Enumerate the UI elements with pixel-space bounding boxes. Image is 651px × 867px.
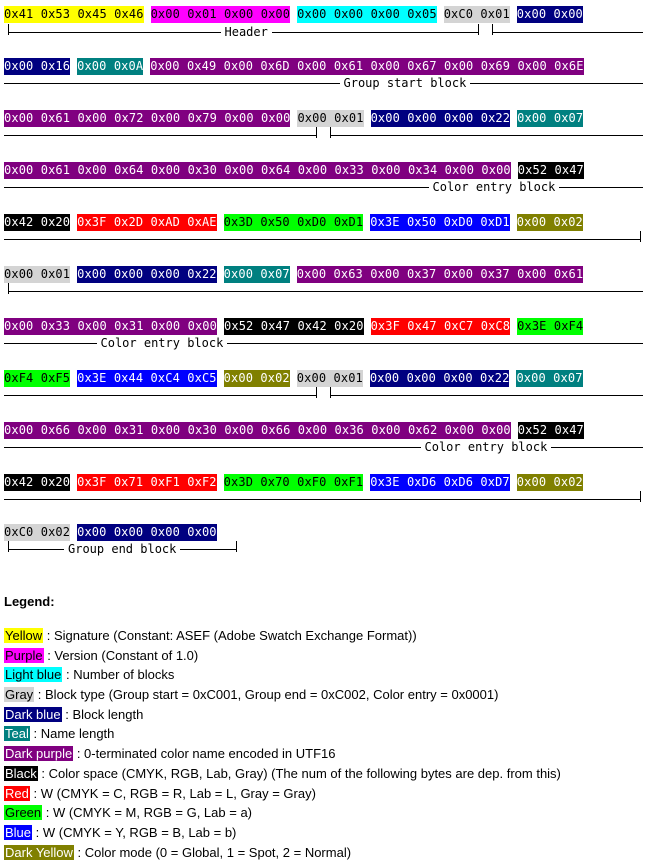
legend-swatch-teal: Teal (5, 726, 29, 742)
hex-row (4, 266, 583, 283)
legend-swatch-yellow: Yellow (5, 628, 43, 643)
hex-row (4, 524, 217, 541)
hex-segment-red: 0x3F 0x47 0xC7 0xC8 (370, 319, 511, 333)
legend-item (4, 705, 644, 725)
legend-swatch-blue: Blue (5, 824, 32, 840)
hex-segment-gray: 0x00 0x01 (296, 371, 363, 385)
legend-item (4, 646, 644, 666)
hex-segment-navy: 0x00 0x00 0x00 0x22 (77, 267, 217, 281)
hex-row (4, 214, 583, 231)
hex-segment-red: 0x3F 0x2D 0xAD 0xAE (77, 215, 217, 229)
bracket-tick (478, 24, 479, 35)
legend-description: : Name length (29, 726, 115, 742)
bracket-line (492, 32, 643, 33)
hex-row (4, 110, 583, 127)
legend-item (4, 685, 644, 705)
hex-segment-green: 0x3E 0xF4 (517, 319, 584, 333)
hex-segment-black: 0x52 0x47 (517, 423, 584, 437)
legend-title: Legend: (4, 594, 55, 609)
legend-description: : Version (Constant of 1.0) (43, 647, 199, 663)
bracket-tick (640, 231, 641, 242)
hex-segment-olive: 0x00 0x02 (223, 371, 290, 385)
hex-segment-cyan: 0x00 0x00 0x00 0x05 (297, 7, 437, 21)
annotation-label: Color entry block (97, 336, 228, 350)
hex-segment-olive: 0x00 0x02 (516, 215, 583, 229)
bracket-tick (236, 541, 237, 552)
legend-swatch-purple: Dark purple (5, 746, 73, 762)
hex-segment-teal: 0x00 0x0A (77, 59, 144, 73)
legend-item (4, 784, 644, 804)
hex-segment-black: 0x52 0x47 0x42 0x20 (224, 319, 364, 333)
legend-description: : Signature (Constant: ASEF (Adobe Swatch Exchange Format)) (43, 628, 417, 643)
hex-segment-navy: 0x00 0x00 0x00 0x00 (77, 525, 217, 539)
bracket-tick (492, 24, 493, 35)
hex-row (4, 370, 583, 387)
legend-item (4, 803, 644, 823)
hex-row (4, 474, 583, 491)
bracket-tick (640, 491, 641, 502)
hex-segment-teal: 0x00 0x07 (517, 111, 584, 125)
hex-row (4, 162, 584, 179)
bracket-tick (8, 283, 9, 294)
bracket-tick (316, 127, 317, 138)
bracket-line (4, 83, 643, 84)
hex-segment-blue: 0x3E 0x44 0xC4 0xC5 (77, 371, 217, 385)
hex-segment-navy: 0x00 0x16 (4, 59, 71, 73)
hex-row (4, 422, 584, 439)
bracket-tick (8, 24, 9, 35)
legend-swatch-navy: Dark blue (5, 706, 61, 722)
bracket-tick (330, 387, 331, 398)
legend-description: : Block type (Group start = 0xC001, Group end = 0xC002, Color entry = 0x0001) (34, 687, 499, 703)
bracket-line (330, 395, 643, 396)
legend-swatch-gray: Gray (5, 687, 34, 703)
legend-item (4, 744, 644, 764)
legend-item (4, 843, 644, 863)
hex-segment-purple: 0x00 0x61 0x00 0x64 0x00 0x30 0x00 0x64 0x00 0x33 0x00 0x34 0x00 0x00 (4, 163, 511, 177)
hex-segment-blue: 0x3E 0x50 0xD0 0xD1 (370, 215, 510, 229)
legend-item (4, 724, 644, 744)
annotation-label: Group end block (64, 542, 180, 556)
bracket-line (4, 395, 316, 396)
bracket-line (330, 135, 643, 136)
annotation-label: Group start block (340, 76, 471, 90)
bracket-line (4, 239, 640, 240)
hex-segment-green: 0xF4 0xF5 (4, 371, 71, 385)
bracket-tick (330, 127, 331, 138)
legend-description: : Number of blocks (62, 667, 175, 683)
annotation-label: Color entry block (429, 180, 560, 194)
legend-swatch-red: Red (5, 785, 29, 801)
hex-segment-navy: 0x00 0x00 0x00 0x22 (369, 371, 510, 385)
annotation-label: Header (221, 25, 272, 39)
hex-segment-black: 0x42 0x20 (4, 475, 71, 489)
annotation-label: Color entry block (421, 440, 552, 454)
legend-description: : Block length (61, 706, 144, 722)
hex-segment-red: 0x3F 0x71 0xF1 0xF2 (77, 475, 217, 489)
hex-segment-green: 0x3D 0x70 0xF0 0xF1 (223, 475, 364, 489)
hex-segment-blue: 0x3E 0xD6 0xD6 0xD7 (370, 475, 510, 489)
legend-item (4, 764, 644, 784)
legend-item (4, 823, 644, 843)
hex-segment-teal: 0x00 0x07 (223, 267, 290, 281)
hex-segment-purple: 0x00 0x63 0x00 0x37 0x00 0x37 0x00 0x61 (296, 267, 584, 281)
bracket-line (4, 499, 640, 500)
legend-description: : Color mode (0 = Global, 1 = Spot, 2 = Normal) (73, 844, 352, 860)
hex-segment-gray: 0x00 0x01 (297, 111, 364, 125)
legend-description: : W (CMYK = Y, RGB = B, Lab = b) (32, 824, 237, 840)
hex-segment-teal: 0x00 0x07 (516, 371, 583, 385)
hex-segment-gray: 0x00 0x01 (4, 267, 71, 281)
legend-swatch-olive: Dark Yellow (5, 844, 73, 860)
legend-swatch-black: Black (5, 765, 37, 781)
hex-row (4, 6, 583, 23)
legend-description: : 0-terminated color name encoded in UTF16 (73, 746, 336, 762)
hex-segment-navy: 0x00 0x00 0x00 0x22 (370, 111, 511, 125)
bracket-tick (8, 541, 9, 552)
legend-item (4, 665, 644, 685)
hex-segment-black: 0x52 0x47 (517, 163, 584, 177)
bracket-line (4, 135, 316, 136)
hex-row (4, 318, 583, 335)
hex-segment-purple: 0x00 0x49 0x00 0x6D 0x00 0x61 0x00 0x67 0x00 0x69 0x00 0x6E (150, 59, 584, 73)
hex-segment-purple: 0x00 0x33 0x00 0x31 0x00 0x00 (4, 319, 217, 333)
legend-description: : W (CMYK = C, RGB = R, Lab = L, Gray = Gray) (29, 785, 316, 801)
hex-segment-purple: 0x00 0x61 0x00 0x72 0x00 0x79 0x00 0x00 (4, 111, 291, 125)
legend-swatch-cyan: Light blue (5, 667, 62, 683)
hex-segment-gray: 0xC0 0x02 (4, 525, 71, 539)
bracket-tick (316, 387, 317, 398)
hex-segment-purple: 0x00 0x66 0x00 0x31 0x00 0x30 0x00 0x66 0x00 0x36 0x00 0x62 0x00 0x00 (4, 423, 511, 437)
hex-segment-navy: 0x00 0x00 (516, 7, 583, 21)
legend-description: : Color space (CMYK, RGB, Lab, Gray) (The num of the following bytes are dep. from this) (37, 765, 561, 781)
legend-swatch-magenta: Purple (5, 647, 43, 663)
hex-segment-olive: 0x00 0x02 (516, 475, 583, 489)
legend (4, 592, 644, 862)
hex-segment-black: 0x42 0x20 (4, 215, 71, 229)
hex-segment-yellow: 0x41 0x53 0x45 0x46 (4, 7, 144, 21)
hex-row (4, 58, 584, 75)
legend-description: : W (CMYK = M, RGB = G, Lab = a) (42, 805, 253, 821)
bracket-line (8, 291, 643, 292)
legend-item (4, 626, 644, 646)
hex-segment-magenta: 0x00 0x01 0x00 0x00 (150, 7, 291, 21)
legend-swatch-green: Green (5, 805, 42, 821)
hex-segment-green: 0x3D 0x50 0xD0 0xD1 (223, 215, 364, 229)
hex-segment-gray: 0xC0 0x01 (443, 7, 510, 21)
